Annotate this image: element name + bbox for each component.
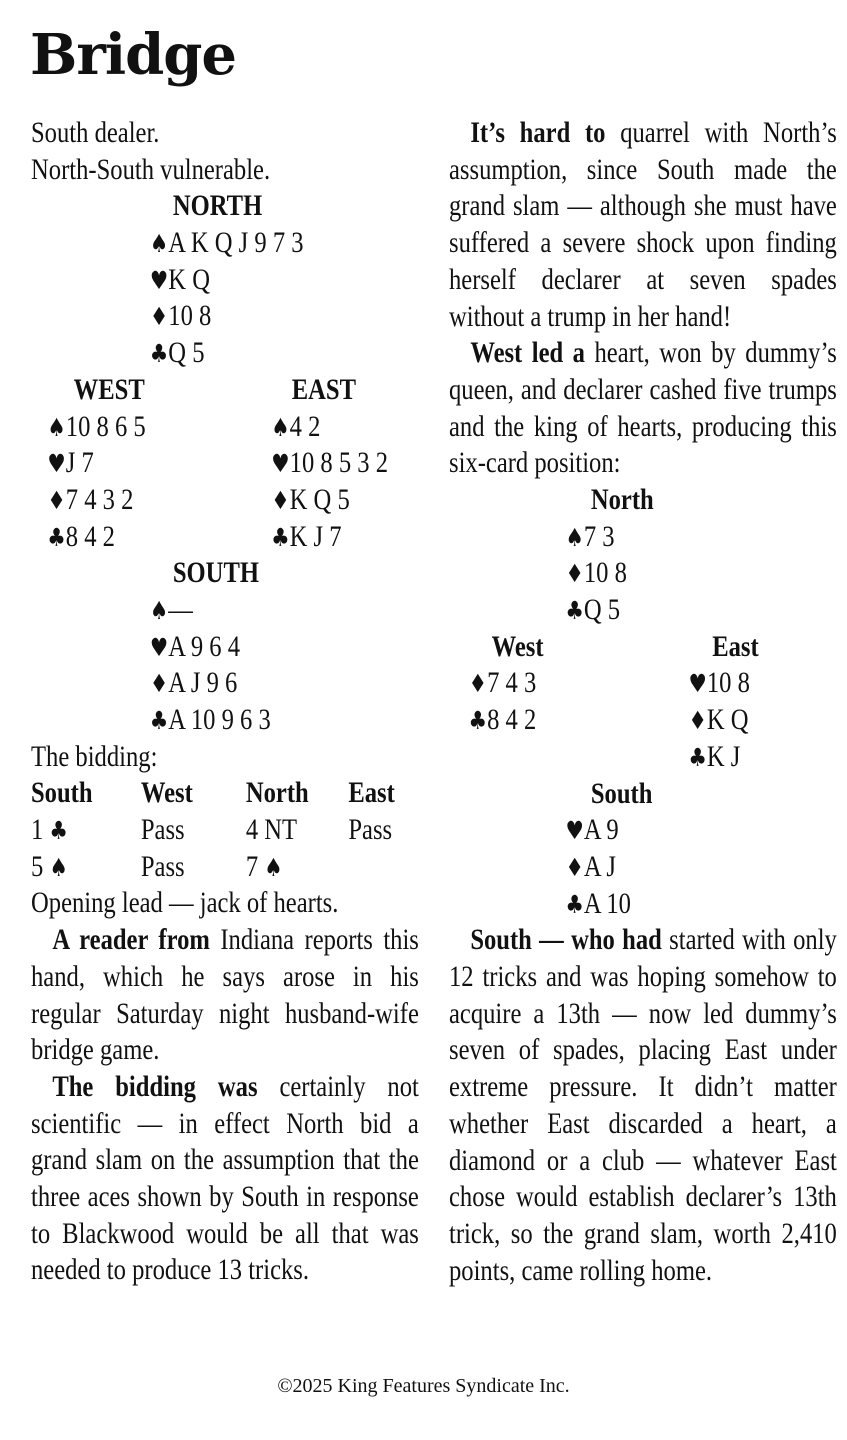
paragraph: [31, 1069, 419, 1289]
west-clubs: ♣8 4 2: [468, 703, 537, 737]
club-icon: ♣: [688, 742, 707, 772]
page-title: Bridge: [30, 22, 237, 88]
diamond-icon: ♦: [468, 669, 488, 699]
paragraph: [449, 115, 837, 335]
bid-cell: 1 ♣: [31, 813, 68, 847]
diamond-icon: ♦: [565, 852, 584, 882]
paragraph-text: heart, won by dummy’s queen, and declarer cashed five trumps and the king of hearts, producing this six-card position:: [449, 336, 837, 480]
heart-icon: ♥: [47, 449, 66, 479]
west-diamonds: ♦7 4 3: [468, 666, 537, 700]
club-icon: ♣: [565, 889, 584, 919]
north-label: NORTH: [172, 189, 263, 223]
position-diagram: [449, 482, 837, 922]
west-label: West: [491, 629, 544, 663]
dealer-line: South dealer.: [31, 116, 160, 149]
bid-cell: 4 NT: [245, 813, 298, 847]
bidding-header-north: North: [245, 776, 309, 810]
heart-icon: ♥: [149, 632, 169, 662]
bid-cell: Pass: [140, 813, 185, 847]
paragraph: [449, 922, 837, 1289]
club-icon: ♣: [47, 522, 66, 552]
east-label: East: [712, 629, 759, 663]
east-hearts: ♥10 8: [688, 666, 750, 700]
opening-lead: Opening lead — jack of hearts.: [31, 886, 339, 920]
north-clubs: ♣Q 5: [565, 593, 621, 627]
heart-icon: ♥: [565, 816, 584, 846]
diamond-icon: ♦: [688, 706, 707, 736]
south-spades: ♠—: [149, 592, 193, 626]
diamond-icon: ♦: [47, 485, 66, 515]
west-clubs: ♣8 4 2: [47, 519, 115, 553]
spade-icon: ♠: [47, 412, 66, 442]
deal-diagram: [31, 188, 419, 738]
spade-icon: ♠: [264, 852, 283, 882]
paragraph-lead: It’s hard to: [470, 116, 606, 149]
vulnerability-line: North-South vulnerable.: [31, 152, 271, 186]
south-label: SOUTH: [172, 556, 259, 590]
heart-icon: ♥: [688, 669, 707, 699]
south-clubs: ♣A 10: [565, 886, 631, 920]
north-spades: ♠7 3: [565, 519, 615, 553]
south-label: South: [590, 776, 653, 810]
paragraph: [31, 922, 419, 1069]
bidding-header-east: East: [348, 776, 395, 810]
diamond-icon: ♦: [271, 485, 290, 515]
north-hearts: ♥K Q: [149, 262, 210, 296]
paragraph-text: started with only 12 tricks and was hoping somehow to acquire a 13th — now led dummy’s seven of spades, placing East under extreme pressure. It didn’t matter whether East discarded a heart, a diamond or a club — whatever East chose would establish declarer’s 13th trick, so the grand slam, worth 2,410 points, came rolling home.: [449, 923, 837, 1287]
right-column: [449, 115, 837, 1289]
west-spades: ♠10 8 6 5: [47, 409, 146, 443]
paragraph-text: Indiana reports this hand, which he says arose in his regular Saturday night husband-wife bridge game.: [31, 923, 419, 1067]
east-diamonds: ♦K Q 5: [271, 482, 350, 516]
heart-icon: ♥: [271, 449, 290, 479]
north-spades: ♠A K Q J 9 7 3: [149, 226, 304, 260]
diamond-icon: ♦: [565, 559, 584, 589]
spade-icon: ♠: [565, 522, 584, 552]
copyright: ©2025 King Features Syndicate Inc.: [277, 1375, 570, 1397]
club-icon: ♣: [149, 706, 169, 735]
bid-cell: Pass: [348, 813, 393, 847]
north-diamonds: ♦10 8: [565, 556, 627, 590]
diamond-icon: ♦: [149, 302, 169, 332]
left-column: [31, 115, 419, 1289]
bidding-header-south: South: [31, 776, 93, 810]
east-clubs: ♣K J: [688, 739, 741, 773]
west-diamonds: ♦7 4 3 2: [47, 482, 134, 516]
bid-cell: 5 ♠: [31, 849, 68, 883]
north-diamonds: ♦10 8: [149, 299, 212, 333]
paragraph-lead: A reader from: [52, 923, 210, 957]
bid-cell: 7 ♠: [245, 849, 283, 883]
diamond-icon: ♦: [149, 669, 169, 699]
club-icon: ♣: [468, 706, 488, 736]
club-icon: ♣: [149, 339, 169, 369]
club-icon: ♣: [565, 596, 584, 626]
heart-icon: ♥: [149, 265, 169, 295]
spade-icon: ♠: [149, 229, 169, 259]
south-hearts: ♥A 9: [565, 813, 619, 847]
club-icon: ♣: [49, 816, 68, 846]
spade-icon: ♠: [149, 595, 169, 625]
club-icon: ♣: [271, 522, 290, 552]
north-label: North: [590, 483, 654, 517]
west-hearts: ♥J 7: [47, 446, 94, 480]
spade-icon: ♠: [271, 412, 290, 442]
paragraph: [449, 335, 837, 482]
spade-icon: ♠: [49, 852, 68, 882]
south-diamonds: ♦A J 9 6: [149, 666, 238, 700]
east-diamonds: ♦K Q: [688, 703, 749, 737]
paragraph-lead: The bidding was: [52, 1069, 258, 1103]
south-hearts: ♥A 9 6 4: [149, 629, 241, 663]
paragraph-lead: South — who had: [470, 923, 662, 957]
bidding-table: [31, 775, 419, 885]
south-clubs: ♣A 10 9 6 3: [149, 703, 271, 736]
east-spades: ♠4 2: [271, 409, 321, 443]
paragraph-text: certainly not scientific — in effect North bid a grand slam on the assumption that the three aces shown by South in response to Blackwood would be all that was needed to produce 13 tricks.: [31, 1069, 419, 1287]
bidding-row: [31, 849, 419, 886]
paragraph-lead: West led a: [470, 336, 585, 370]
south-diamonds: ♦A J: [565, 849, 616, 883]
north-clubs: ♣Q 5: [149, 336, 205, 370]
bidding-row: [31, 812, 419, 849]
west-label: WEST: [73, 372, 145, 406]
east-clubs: ♣K J 7: [271, 519, 342, 553]
east-hearts: ♥10 8 5 3 2: [271, 446, 389, 480]
paragraph-text: quarrel with North’s assumption, since South made the grand slam — although she must have suffered a severe shock upon finding herself declarer at seven spades without a trump in her hand!: [449, 116, 837, 333]
bid-cell: Pass: [140, 849, 185, 883]
bidding-label: The bidding:: [31, 739, 158, 773]
bidding-header-west: West: [140, 776, 193, 810]
east-label: EAST: [291, 372, 357, 406]
